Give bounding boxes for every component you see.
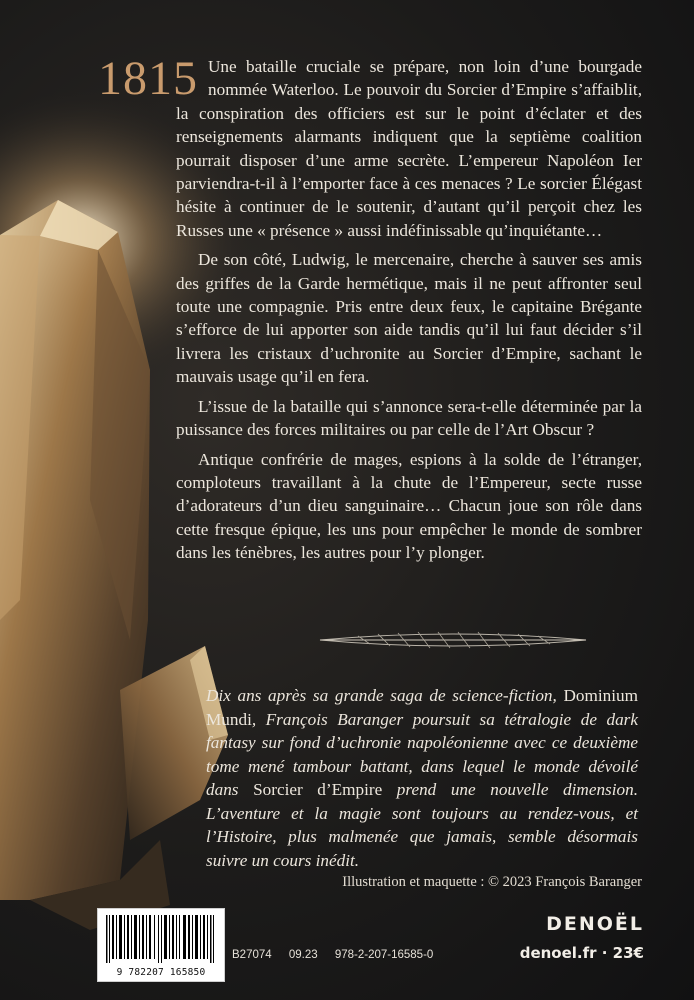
- product-codes: [232, 949, 447, 961]
- synopsis: [98, 52, 642, 571]
- synopsis-paragraph-1: Une bataille cruciale se prépare, non loin d’une bourgade nommée Waterloo. Le pouvoir du Sorcier d’Empire s’affaiblit, la conspiration des officiers est sur le point d’éclater et des renseignements alarmants indiquent que la septième coalition pourrait disposer d’une arme secrète. L’empereur Napoléon Ier parviendra-t-il à l’emporter face à ces menaces ? Le sorcier Élégast hésite à continuer de le soutenir, d’autant qu’il perçoit chez les Russes une « présence » aussi indéfinissable qu’inquiétante…: [176, 57, 642, 240]
- product-code: B27074: [232, 949, 272, 961]
- blurb-part-3: prend une nouvelle dimension. L’aventure et la magie sont toujours au rendez-vous, et l’Histoire, plus malmenée que jamais, semble désormais suivre un cours inédit.: [206, 780, 639, 870]
- barcode: [97, 908, 225, 982]
- barcode-digits: 9 782207 165850: [116, 967, 206, 978]
- publisher-logo: DENOËL: [546, 913, 644, 935]
- synopsis-paragraph-2: De son côté, Ludwig, le mercenaire, cherche à sauver ses amis des griffes de la Garde hermétique, mais il ne peut affronter seul toute une compagnie. Pris entre deux feux, le capitaine Brégante s’efforce de lui apporter son aide tandis qu’il lui faut décider s’il livrera les cristaux d’uchronite au Sorcier d’Empire, sachant le mauvais usage qu’il en fera.: [176, 250, 642, 387]
- isbn: 978-2-207-16585-0: [334, 949, 434, 961]
- synopsis-paragraph-4: Antique confrérie de mages, espions à la solde de l’étranger, comploteurs travaillant à la chute de l’Empereur, secte russe d’adorateurs d’un dieu sanguinaire… Chacun joue son rôle dans cette fresque épique, les uns pour empêcher le monde de sombrer dans les ténèbres, les autres pour l’y plonger.: [176, 449, 642, 563]
- year-dropcap: 1815: [98, 52, 198, 105]
- blurb-part-1: Dix ans après sa grande saga de science-fiction,: [206, 686, 557, 705]
- feather-ornament: [318, 628, 588, 652]
- author-blurb: [206, 684, 638, 872]
- barcode-bars: [106, 915, 216, 963]
- edition-date: 09.23: [288, 949, 318, 961]
- website-and-price: denoel.fr · 23€: [519, 944, 644, 962]
- illustration-credit: Illustration et maquette : © 2023 François Baranger: [342, 874, 642, 890]
- blurb-part-2: , François Baranger poursuit sa tétralogie de dark fantasy sur fond d’uchronie napoléonienne avec ce deuxième tome mené tambour battant, dans lequel le monde dévoilé dans: [206, 709, 638, 799]
- blurb-title-1: Dominium Mundi: [206, 686, 638, 729]
- synopsis-paragraph-3: L’issue de la bataille qui s’annonce sera-t-elle déterminée par la puissance des forces militaires ou par celle de l’Art Obscur ?: [176, 396, 642, 440]
- blurb-title-2: Sorcier d’Empire: [253, 780, 383, 799]
